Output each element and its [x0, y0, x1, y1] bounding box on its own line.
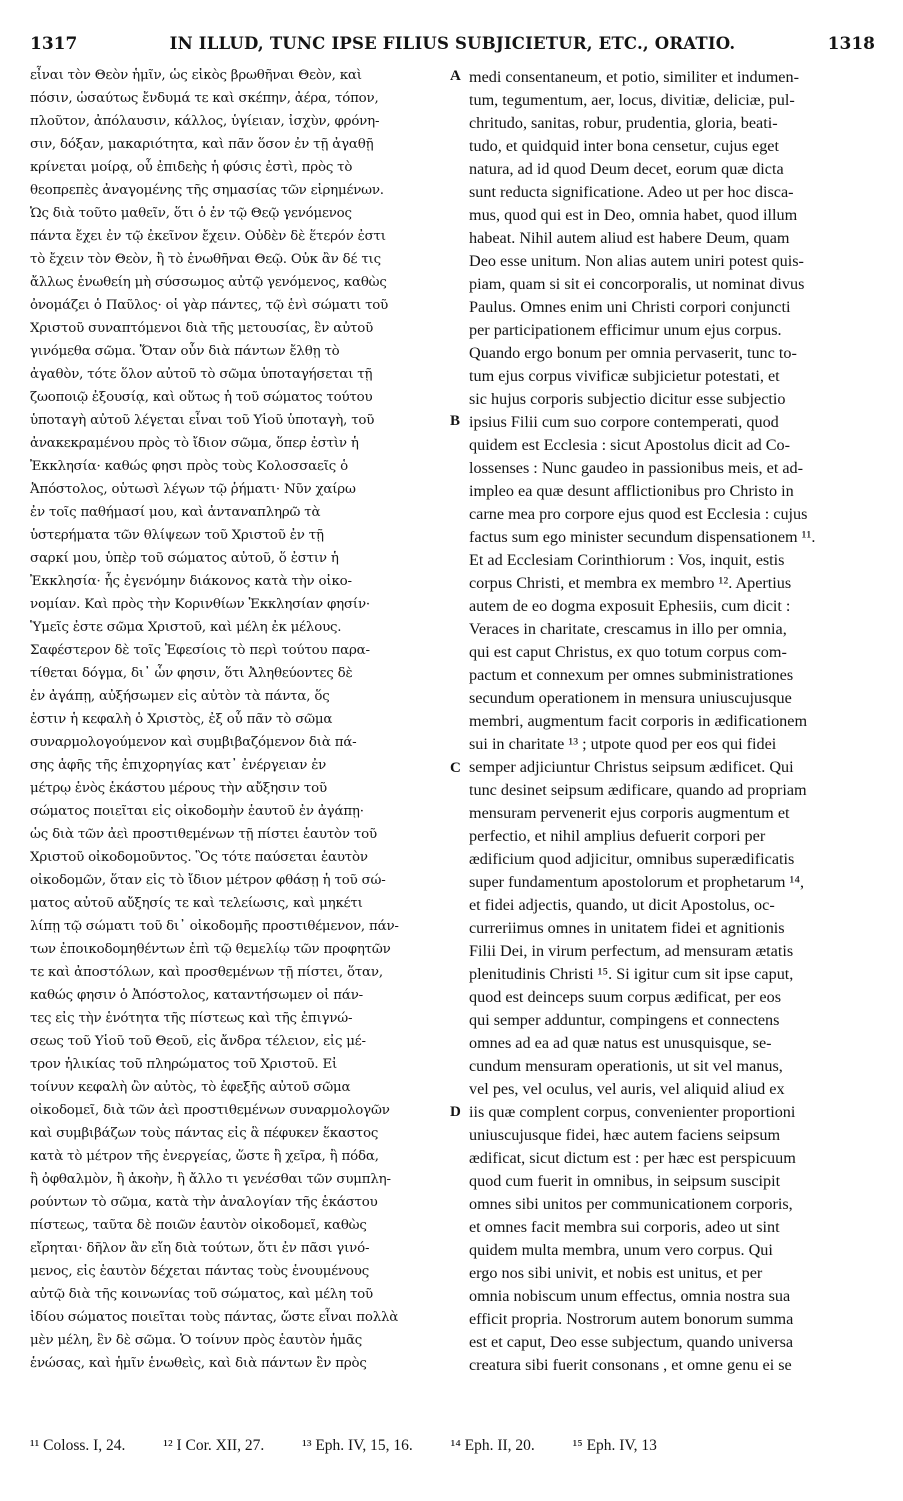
- greek-text-line: εἶναι τὸν Θεὸν ἡμῖν, ὡς εἰκὸς βρωθῆναι Θεὸν, καὶ: [30, 68, 362, 83]
- running-title: IN ILLUD, TUNC IPSE FILIUS SUBJICIETUR, ETC., ORATIO.: [169, 34, 736, 53]
- latin-text-line: iis quæ complent corpus, convenienter proportioni: [469, 1103, 796, 1121]
- running-header: [30, 34, 875, 60]
- margin-letter-c: C: [450, 760, 461, 776]
- greek-text-line: πόσιν, ὡσαύτως ἔνδυμά τε καὶ σκέπην, ἀέρα, τόπον,: [30, 91, 379, 106]
- latin-text-line: perfectio, et nihil amplius defuerit corpori per: [469, 827, 766, 845]
- latin-text-line: omnes sibi unitos per communicationem corporis,: [469, 1195, 793, 1213]
- page-number-left: 1317: [30, 34, 78, 54]
- greek-text-line: αὐτῷ διὰ τῆς κοινωνίας τοῦ σώματος, καὶ μέλη τοῦ: [30, 1287, 373, 1302]
- greek-text-line: ἐν ἀγάπῃ, αὐξήσωμεν εἰς αὐτὸν τὰ πάντα, ὅς: [30, 689, 330, 704]
- greek-text-line: πλοῦτον, ἀπόλαυσιν, κάλλος, ὑγίειαν, ἰσχὺν, φρόνη-: [30, 114, 380, 129]
- latin-text-line: mus, quod qui est in Deo, omnia habet, quod illum: [469, 206, 798, 224]
- latin-text-line: et omnes facit membra sui corporis, adeo ut sint: [469, 1218, 780, 1236]
- latin-text-line: membri, augmentum facit corporis in ædificationem: [469, 712, 808, 730]
- latin-text-line: vel pes, vel oculus, vel auris, vel aliquid aliud ex: [469, 1080, 785, 1098]
- greek-text-line: ἀνακεκραμένου πρὸς τὸ ἴδιον σῶμα, ὅπερ ἐστὶν ἡ: [30, 436, 359, 451]
- latin-text-line: quod cum fuerit in omnibus, in seipsum suscipit: [469, 1172, 781, 1190]
- greek-text-line: ὡς διὰ τῶν ἀεὶ προστιθεμένων τῇ πίστει ἑαυτὸν τοῦ: [30, 827, 377, 842]
- greek-text-line: τίθεται δόγμα, δι᾽ ὧν φησιν, ὅτι Ἀληθεύοντες δὲ: [30, 666, 353, 681]
- greek-text-line: Ὑμεῖς ἐστε σῶμα Χριστοῦ, καὶ μέλη ἐκ μέλους.: [30, 620, 342, 635]
- latin-text-line: ædificat, sicut dictum est : per hæc est perspicuum: [469, 1149, 796, 1167]
- latin-text-line: semper adjiciuntur Christus seipsum ædificet. Qui: [469, 758, 794, 776]
- latin-text-line: pactum et connexum per omnes subministrationes: [469, 666, 794, 684]
- latin-text-line: lossenses : Nunc gaudeo in passionibus meis, et ad-: [469, 459, 804, 477]
- greek-text-line: Ἀπόστολος, οὑτωσὶ λέγων τῷ ῥήματι· Νῦν χαίρω: [30, 482, 356, 497]
- latin-text-line: tum ejus corpus vivificæ subjicietur potestati, et: [469, 367, 780, 385]
- latin-text-line: est et caput, Deo esse subjectum, quando universa: [469, 1333, 794, 1351]
- greek-text-line: μὲν μέλη, ἓν δὲ σῶμα. Ὁ τοίνυν πρὸς ἑαυτὸν ἡμᾶς: [30, 1333, 363, 1348]
- latin-text-line: et fidei adjectis, quando, ut dicit Apostolus, oc-: [469, 896, 775, 914]
- latin-text-line: ædificium quod adjicitur, omnibus superædificatis: [469, 850, 795, 868]
- greek-text-line: κατὰ τὸ μέτρον τῆς ἐνεργείας, ὥστε ἢ χεῖρα, ἢ πόδα,: [30, 1149, 379, 1164]
- greek-text-line: Χριστοῦ οἰκοδομοῦντος. Ὃς τότε παύσεται ἑαυτὸν: [30, 850, 368, 865]
- latin-text-line: mensuram pervenerit ejus corporis augmentum et: [469, 804, 790, 822]
- greek-text-line: τρον ἡλικίας τοῦ πληρώματος τοῦ Χριστοῦ. Εἰ: [30, 1057, 338, 1072]
- greek-text-line: Ἐκκλησία· ἧς ἐγενόμην διάκονος κατὰ τὴν οἰκο-: [30, 574, 352, 589]
- footnote: ¹³ Eph. IV, 15, 16.: [302, 1437, 413, 1454]
- margin-letter-b: B: [450, 413, 461, 429]
- latin-text-line: quidem multa membra, unum vero corpus. Qui: [469, 1241, 773, 1259]
- page-number-right: 1318: [827, 34, 875, 54]
- latin-text-line: corpus Christi, et membra ex membro ¹². Apertius: [469, 574, 792, 592]
- greek-text-line: πίστεως, ταῦτα δὲ ποιῶν ἑαυτὸν οἰκοδομεῖ, καθὼς: [30, 1218, 367, 1233]
- latin-text-line: tudo, et quidquid inter bona censetur, cujus eget: [469, 137, 779, 155]
- greek-text-line: οἰκοδομῶν, ὅταν εἰς τὸ ἴδιον μέτρον φθάσῃ ἡ τοῦ σώ-: [30, 873, 386, 888]
- greek-text-line: μέτρῳ ἑνὸς ἑκάστου μέρους τὴν αὔξησιν τοῦ: [30, 781, 327, 796]
- greek-text-line: ἄλλως ἑνωθείη μὴ σύσσωμος αὐτῷ γενόμενος, καθὼς: [30, 275, 387, 290]
- latin-text-line: qui est caput Christus, ex quo totum corpus com-: [469, 643, 787, 661]
- footnote: ¹⁴ Eph. II, 20.: [450, 1437, 535, 1454]
- greek-text-line: ζωοποιῷ ἐξουσίᾳ, καὶ οὕτως ἡ τοῦ σώματος τούτου: [30, 390, 373, 405]
- greek-text-line: Ὡς διὰ τοῦτο μαθεῖν, ὅτι ὁ ἐν τῷ Θεῷ γενόμενος: [30, 206, 352, 221]
- greek-text-line: των ἐποικοδομηθέντων ἐπὶ τῷ θεμελίῳ τῶν προφητῶν: [30, 942, 391, 957]
- greek-text-line: καὶ συμβιβάζων τοὺς πάντας εἰς ἃ πέφυκεν ἕκαστος: [30, 1126, 379, 1141]
- latin-text-line: sui in charitate ¹³ ; utpote quod per eos qui fidei: [469, 735, 777, 753]
- latin-text-line: impleo ea quæ desunt afflictionibus pro Christo in: [469, 482, 794, 500]
- latin-text-line: per participationem efficimur unum ejus corpus.: [469, 321, 782, 339]
- latin-text-line: quidem est Ecclesia : sicut Apostolus dicit ad Co-: [469, 436, 790, 454]
- greek-text-line: ἐστιν ἡ κεφαλὴ ὁ Χριστὸς, ἐξ οὗ πᾶν τὸ σῶμα: [30, 712, 333, 727]
- latin-text-line: Deo esse unitum. Non alias autem uniri potest quis-: [469, 252, 804, 270]
- footnote: ¹² I Cor. XII, 27.: [163, 1437, 265, 1454]
- latin-text-line: tunc desinet seipsum ædificare, quando ad propriam: [469, 781, 807, 799]
- greek-text-line: νομίαν. Καὶ πρὸς τὴν Κορινθίων Ἐκκλησίαν φησίν·: [30, 597, 370, 612]
- greek-text-line: μενος, εἰς ἑαυτὸν δέχεται πάντας τοὺς ἑνουμένους: [30, 1264, 370, 1279]
- greek-text-line: σης ἁφῆς τῆς ἐπιχορηγίας κατ᾽ ἐνέργειαν ἐν: [30, 758, 327, 773]
- latin-text-line: Veraces in charitate, crescamus in illo per omnia,: [469, 620, 787, 638]
- latin-text-line: plenitudinis Christi ¹⁵. Si igitur cum sit ipse caput,: [469, 965, 794, 983]
- latin-text-line: quod est deinceps suum corpus ædificat, per eos: [469, 988, 781, 1006]
- greek-text-line: Χριστοῦ συναπτόμενοι διὰ τῆς μετουσίας, ἓν αὐτοῦ: [30, 321, 374, 336]
- greek-text-line: ὀνομάζει ὁ Παῦλος· οἱ γὰρ πάντες, τῷ ἑνὶ σώματι τοῦ: [30, 298, 389, 313]
- footnote: ¹¹ Coloss. I, 24.: [30, 1437, 126, 1454]
- latin-text-line: Quando ergo bonum per omnia pervaserit, tunc to-: [469, 344, 797, 362]
- latin-text-line: uniuscujusque fidei, hæc autem faciens seipsum: [469, 1126, 781, 1144]
- greek-text-line: τες εἰς τὴν ἑνότητα τῆς πίστεως καὶ τῆς ἐπιγνώ-: [30, 1011, 353, 1026]
- latin-text-line: autem de eo dogma exposuit Ephesiis, cum dicit :: [469, 597, 791, 615]
- greek-text-line: ρούντων τὸ σῶμα, κατὰ τὴν ἀναλογίαν τῆς ἑκάστου: [30, 1195, 378, 1210]
- latin-text-line: habeat. Nihil autem aliud est habere Deum, quam: [469, 229, 790, 247]
- latin-text-line: chritudo, sanitas, robur, prudentia, gloria, beati-: [469, 114, 778, 132]
- greek-text-line: σαρκί μου, ὑπὲρ τοῦ σώματος αὐτοῦ, ὅ ἐστιν ἡ: [30, 551, 339, 566]
- latin-text-line: Filii Dei, in virum perfectum, ad mensuram ætatis: [469, 942, 794, 960]
- greek-text-line: τε καὶ ἀποστόλων, καὶ προσθεμένων τῇ πίστει, ὅταν,: [30, 965, 383, 980]
- greek-text-line: γινόμεθα σῶμα. Ὅταν οὖν διὰ πάντων ἔλθῃ τὸ: [30, 344, 340, 359]
- latin-text-line: ergo nos sibi univit, et nobis est unitus, et per: [469, 1264, 763, 1282]
- greek-text-line: ὑποταγὴ αὐτοῦ λέγεται εἶναι τοῦ Υἱοῦ ὑποταγὴ, τοῦ: [30, 413, 375, 428]
- greek-text-line: λίπῃ τῷ σώματι τοῦ δι᾽ οἰκοδομῆς προστιθέμενον, πάν-: [30, 919, 399, 934]
- latin-text-line: curreriimus omnes in unitatem fidei et agnitionis: [469, 919, 785, 937]
- latin-text-line: omnia nobiscum unum effectus, omnia nostra sua: [469, 1287, 791, 1305]
- latin-text-line: carne mea pro corpore ejus quod est Ecclesia : cujus: [469, 505, 808, 523]
- margin-letter-a: A: [450, 68, 461, 84]
- latin-text-line: sunt reducta significatione. Adeo ut per hoc disca-: [469, 183, 794, 201]
- greek-text-line: σιν, δόξαν, μακαριότητα, καὶ πᾶν ὅσον ἐν τῇ ἀγαθῇ: [30, 137, 374, 152]
- footnotes: [30, 1437, 875, 1455]
- latin-text-line: ipsius Filii cum suo corpore contemperati, quod: [469, 413, 779, 431]
- latin-text-line: Paulus. Omnes enim uni Christi corpori conjuncti: [469, 298, 791, 316]
- greek-text-line: θεοπρεπὲς ἀναγομένης τῆς σημασίας τῶν εἰρημένων.: [30, 183, 384, 198]
- latin-text-line: cundum mensuram operationis, ut sit vel manus,: [469, 1057, 783, 1075]
- greek-text-line: εἴρηται· δῆλον ἂν εἴη διὰ τούτων, ὅτι ἐν πᾶσι γινό-: [30, 1241, 370, 1256]
- latin-text-line: Et ad Ecclesiam Corinthiorum : Vos, inquit, estis: [469, 551, 785, 569]
- greek-text-line: ἐν τοῖς παθήμασί μου, καὶ ἀνταναπληρῶ τὰ: [30, 505, 321, 520]
- latin-text-line: omnes ad ea ad quæ natus est unusquisque, se-: [469, 1034, 772, 1052]
- greek-text-line: ἀγαθὸν, τότε ὅλον αὐτοῦ τὸ σῶμα ὑποταγήσεται τῇ: [30, 367, 373, 382]
- greek-text-line: Ἐκκλησία· καθώς φησι πρὸς τοὺς Κολοσσαεῖς ὁ: [30, 459, 349, 474]
- latin-text-line: tum, tegumentum, aer, locus, divitiæ, deliciæ, pul-: [469, 91, 795, 109]
- latin-text-line: creatura sibi fuerit consonans , et omne genu ei se: [469, 1356, 792, 1374]
- greek-text-line: τὸ ἔχειν τὸν Θεὸν, ἢ τὸ ἑνωθῆναι Θεῷ. Οὐκ ἂν δέ τις: [30, 252, 381, 267]
- latin-text-line: sic hujus corporis subjectio dicitur esse subjectio: [469, 390, 786, 408]
- greek-text-line: σεως τοῦ Υἱοῦ τοῦ Θεοῦ, εἰς ἄνδρα τέλειον, εἰς μέ-: [30, 1034, 366, 1049]
- greek-text-line: ἑνώσας, καὶ ἡμῖν ἑνωθεὶς, καὶ διὰ πάντων ἓν πρὸς: [30, 1356, 367, 1371]
- footnote: ¹⁵ Eph. IV, 13: [572, 1437, 657, 1454]
- latin-text-line: efficit propria. Nostrorum autem bonorum summa: [469, 1310, 794, 1328]
- greek-text-line: ὑστερήματα τῶν θλίψεων τοῦ Χριστοῦ ἐν τῇ: [30, 528, 324, 543]
- latin-text-line: factus sum ego minister secundum dispensationem ¹¹.: [469, 528, 816, 546]
- latin-text-line: qui semper adduntur, compingens et connectens: [469, 1011, 780, 1029]
- latin-text-line: piam, quam si sit ei concorporalis, ut nominat divus: [469, 275, 805, 293]
- latin-text-line: medi consentaneum, et potio, similiter et indumen-: [469, 68, 799, 86]
- margin-letter-d: D: [450, 1104, 461, 1120]
- greek-text-line: τοίνυν κεφαλὴ ὢν αὐτὸς, τὸ ἐφεξῆς αὐτοῦ σῶμα: [30, 1080, 351, 1095]
- greek-text-line: ἰδίου σώματος ποιεῖται τοὺς πάντας, ὥστε εἶναι πολλὰ: [30, 1310, 399, 1325]
- greek-text-line: ἢ ὀφθαλμὸν, ἢ ἀκοὴν, ἢ ἄλλο τι γενέσθαι τῶν συμπλη-: [30, 1172, 391, 1187]
- greek-text-line: κρίνεται μοίρᾳ, οὗ ἐπιδεὴς ἡ φύσις ἐστὶ, πρὸς τὸ: [30, 160, 353, 175]
- latin-text-line: secundum operationem in mensura uniuscujusque: [469, 689, 792, 707]
- greek-text-line: ματος αὐτοῦ αὔξησίς τε καὶ τελείωσις, καὶ μηκέτι: [30, 896, 363, 911]
- greek-text-line: καθώς φησιν ὁ Ἀπόστολος, καταντήσωμεν οἱ πάν-: [30, 988, 363, 1003]
- greek-text-line: συναρμολογούμενον καὶ συμβιβαζόμενον διὰ πά-: [30, 735, 357, 750]
- greek-text-line: πάντα ἔχει ἐν τῷ ἐκεῖνον ἔχειν. Οὐδὲν δὲ ἕτερόν ἐστι: [30, 229, 386, 244]
- latin-text-line: super fundamentum apostolorum et prophetarum ¹⁴,: [469, 873, 805, 891]
- greek-text-line: σώματος ποιεῖται εἰς οἰκοδομὴν ἑαυτοῦ ἐν ἀγάπῃ·: [30, 804, 364, 819]
- greek-text-line: Σαφέστερον δὲ τοῖς Ἐφεσίοις τὸ περὶ τούτου παρα-: [30, 643, 370, 658]
- latin-text-line: natura, ad id quod Deum decet, eorum quæ dicta: [469, 160, 784, 178]
- greek-text-line: οἰκοδομεῖ, διὰ τῶν ἀεὶ προστιθεμένων συναρμολογῶν: [30, 1103, 390, 1118]
